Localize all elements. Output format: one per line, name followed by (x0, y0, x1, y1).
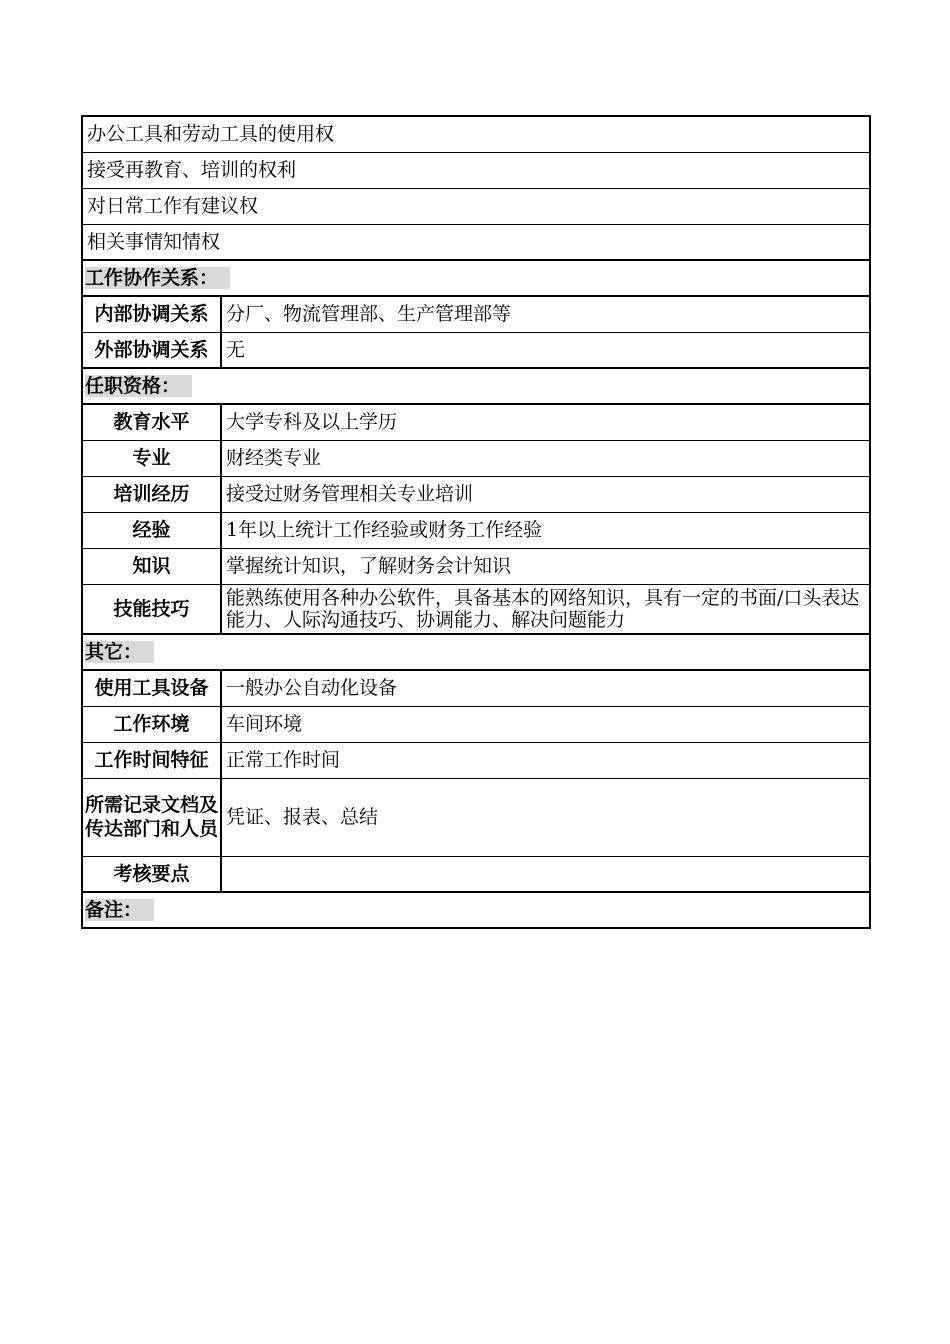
section-title: 工作协作关系： (85, 267, 230, 289)
section-other (82, 634, 870, 670)
row-value: 车间环境 (221, 706, 870, 742)
right-item: 接受再教育、培训的权利 (82, 152, 870, 188)
row-label: 所需记录文档及传达部门和人员 (82, 778, 221, 856)
row-value: 掌握统计知识，了解财务会计知识 (221, 548, 870, 584)
qualification-row (82, 512, 870, 548)
right-row-1 (82, 116, 870, 152)
right-item: 相关事情知情权 (82, 224, 870, 260)
qualification-row (82, 440, 870, 476)
row-label: 培训经历 (82, 476, 221, 512)
row-value: 大学专科及以上学历 (221, 404, 870, 440)
internal-coordination-row (82, 296, 870, 332)
row-label: 知识 (82, 548, 221, 584)
qualification-row (82, 584, 870, 634)
row-value: 一般办公自动化设备 (221, 670, 870, 706)
row-label: 内部协调关系 (82, 296, 221, 332)
row-value: 接受过财务管理相关专业培训 (221, 476, 870, 512)
other-row (82, 670, 870, 706)
section-title: 备注： (85, 899, 154, 921)
row-label: 工作时间特征 (82, 742, 221, 778)
row-label: 工作环境 (82, 706, 221, 742)
section-title: 任职资格： (85, 375, 192, 397)
right-item: 办公工具和劳动工具的使用权 (82, 116, 870, 152)
qualification-row (82, 404, 870, 440)
section-title: 其它： (85, 641, 154, 663)
row-label: 考核要点 (82, 856, 221, 892)
other-row (82, 856, 870, 892)
row-value (221, 856, 870, 892)
row-label: 教育水平 (82, 404, 221, 440)
row-value: 正常工作时间 (221, 742, 870, 778)
right-item: 对日常工作有建议权 (82, 188, 870, 224)
other-row (82, 742, 870, 778)
other-row (82, 778, 870, 856)
qualification-row (82, 476, 870, 512)
row-label: 使用工具设备 (82, 670, 221, 706)
section-cooperation (82, 260, 870, 296)
external-coordination-row (82, 332, 870, 368)
row-value: 1年以上统计工作经验或财务工作经验 (221, 512, 870, 548)
row-value: 无 (221, 332, 870, 368)
row-label: 外部协调关系 (82, 332, 221, 368)
row-label: 经验 (82, 512, 221, 548)
table (81, 115, 871, 929)
right-row-4 (82, 224, 870, 260)
row-value: 财经类专业 (221, 440, 870, 476)
section-qualifications (82, 368, 870, 404)
right-row-2 (82, 152, 870, 188)
other-row (82, 706, 870, 742)
section-remarks (82, 892, 870, 928)
right-row-3 (82, 188, 870, 224)
row-value: 能熟练使用各种办公软件，具备基本的网络知识，具有一定的书面/口头表达能力、人际沟通技巧、协调能力、解决问题能力 (221, 584, 870, 634)
job-description-table (81, 115, 869, 929)
row-value: 分厂、物流管理部、生产管理部等 (221, 296, 870, 332)
qualification-row (82, 548, 870, 584)
row-label: 技能技巧 (82, 584, 221, 634)
row-label: 专业 (82, 440, 221, 476)
row-value: 凭证、报表、总结 (221, 778, 870, 856)
